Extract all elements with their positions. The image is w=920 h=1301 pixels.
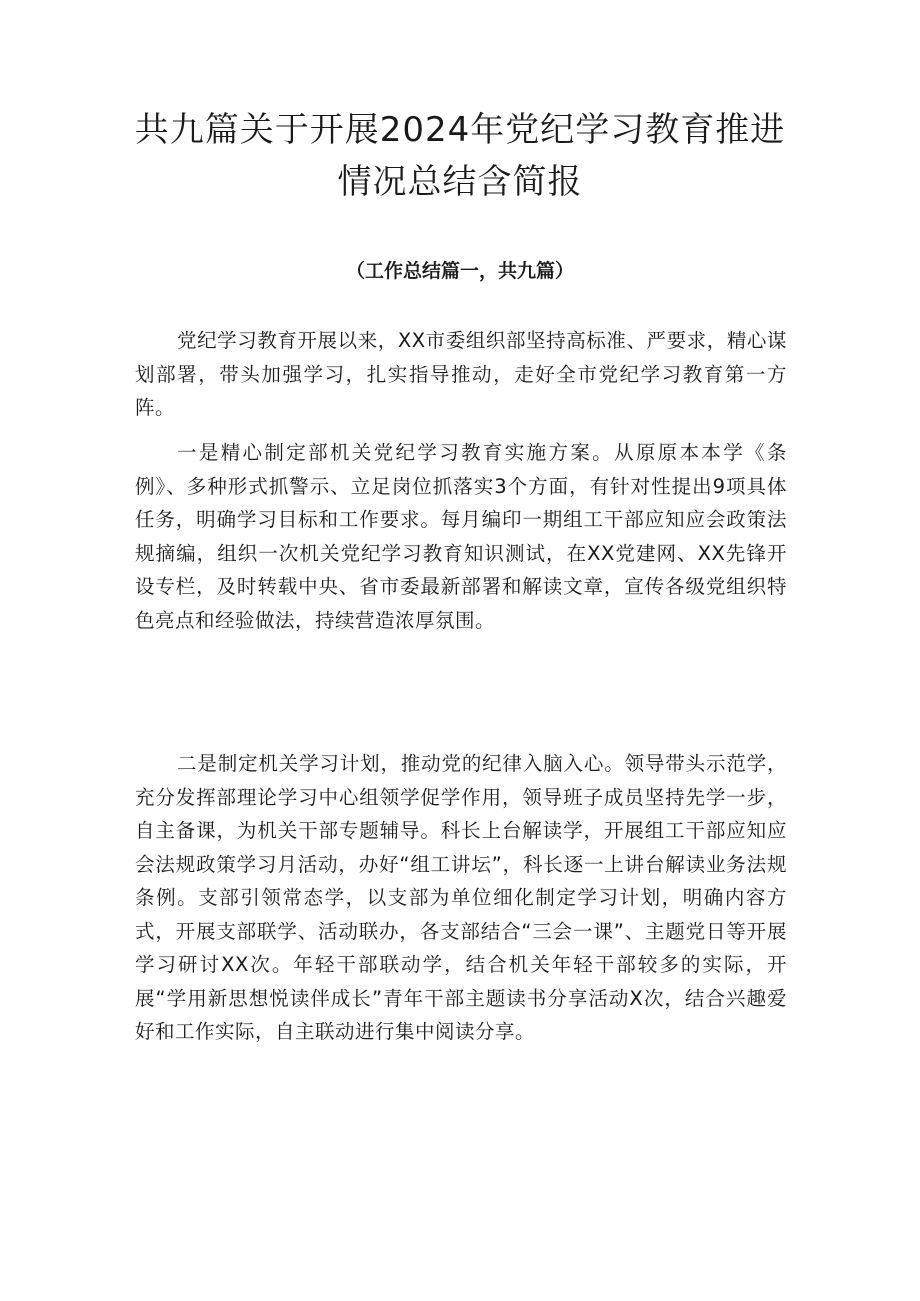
- title-line-2: 情况总结含简报: [337, 162, 583, 202]
- paragraph-intro: 党纪学习教育开展以来，XX市委组织部坚持高标准、严要求，精心谋划部署，带头加强学习，扎实指导推动，走好全市党纪学习教育第一方阵。: [135, 329, 787, 419]
- title-line-1: 共九篇关于开展2024年党纪学习教育推进: [134, 110, 786, 150]
- paragraph-point-two: 二是制定机关学习计划，推动党的纪律入脑入心。领导带头示范学，充分发挥部理论学习中心组领学促学作用，领导班子成员坚持先学一步，自主备课，为机关干部专题辅导。科长上台解读学，开展组工干部应知应会法规政策学习月活动，办好“组工讲坛”，科长逐一上讲台解读业务法规条例。支部引领常态学，以支部为单位细化制定学习计划，明确内容方式，开展支部联学、活动联办，各支部结合“三会一课”、主题党日等开展学习研讨XX次。年轻干部联动学，结合机关年轻干部较多的实际，开展“学用新思想悦读伴成长”青年干部主题读书分享活动X次，结合兴趣爱好和工作实际，自主联动进行集中阅读分享。: [135, 752, 787, 1043]
- document-title: [100, 104, 820, 208]
- paragraph-point-one: 一是精心制定部机关党纪学习教育实施方案。从原原本本学《条例》、多种形式抓警示、立足岗位抓落实3个方面，有针对性提出9项具体任务，明确学习目标和工作要求。每月编印一期组工干部应知应会政策法规摘编，组织一次机关党纪学习教育知识测试，在XX党建网、XX先锋开设专栏，及时转载中央、省市委最新部署和解读文章，宣传各级党组织特色亮点和经验做法，持续营造浓厚氛围。: [135, 441, 787, 632]
- section-subtitle: （工作总结篇一，共九篇）: [345, 260, 574, 282]
